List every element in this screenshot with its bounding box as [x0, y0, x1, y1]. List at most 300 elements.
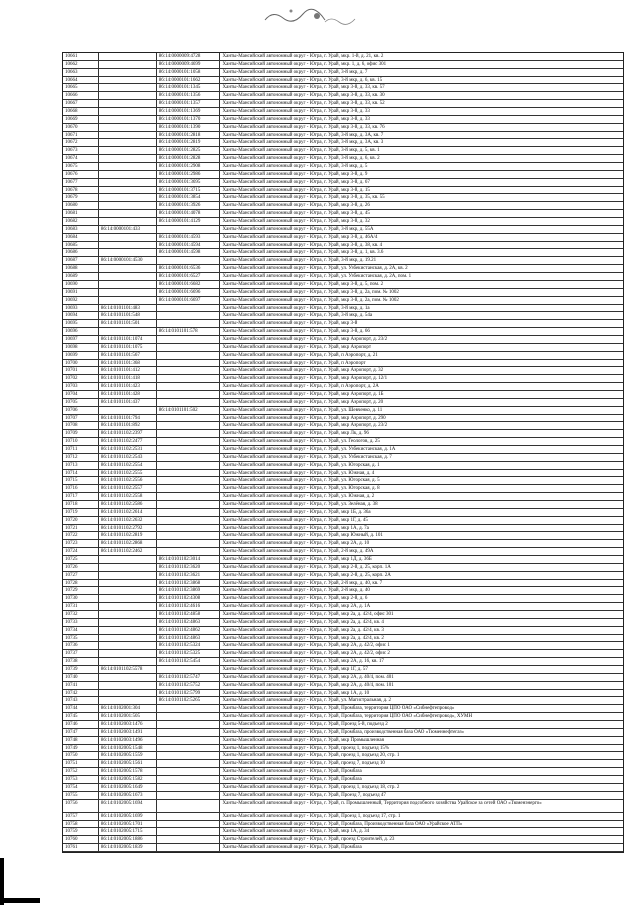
cadastral-number-cell: 86:14:0000101:433	[99, 226, 157, 233]
row-number-cell: 10708	[63, 422, 99, 429]
table-row	[63, 422, 623, 430]
table-row	[63, 836, 623, 844]
address-cell: Ханты-Мансийский автономный округ - Югра, г. Урай, мкр 2А, д. 40/4, пом. 101	[222, 682, 394, 688]
address-cell: Ханты-Мансийский автономный округ - Югра, г. Урай, мкр. 1, д. 6, офис 301	[222, 61, 387, 67]
cadastral-number-cell: 86:14:0101102:2554	[99, 462, 157, 469]
row-number-cell: 10703	[63, 383, 99, 390]
address-cell: Ханты-Мансийский автономный округ - Югра, г. Урай, ул. Югорская, д. 5	[222, 478, 380, 484]
address-cell: Ханты-Мансийский автономный округ - Югра, г. Урай, мкр 1А, д. 7а	[222, 525, 369, 531]
address-cell: Ханты-Мансийский автономный округ - Югра, г. Урай, мкр Аэропорт, д. 12/1	[222, 376, 388, 382]
building-cadastral-number-cell: 86:14:0101102:4858	[157, 611, 221, 618]
cadastral-number-cell	[99, 658, 157, 665]
row-number-cell: 10690	[63, 281, 99, 288]
row-number-cell: 10664	[63, 77, 99, 84]
table-row	[63, 328, 623, 336]
building-cadastral-number-cell: 86:14:0000101:4593	[157, 234, 221, 241]
table-row	[63, 438, 623, 446]
cadastral-number-cell: 86:14:0102001:304	[99, 705, 157, 712]
row-number-cell: 10668	[63, 108, 99, 115]
row-number-cell: 10761	[63, 844, 99, 851]
address-cell: Ханты-Мансийский автономный округ - Югра, г. Урай, мкр Аэропорт, д. 32	[222, 368, 384, 374]
table-row	[63, 210, 623, 218]
cadastral-number-cell	[99, 202, 157, 209]
row-number-cell: 10683	[63, 226, 99, 233]
table-row	[63, 462, 623, 470]
table-row	[63, 367, 623, 375]
table-row	[63, 477, 623, 485]
table-row	[63, 218, 623, 226]
table-row	[63, 242, 623, 250]
building-cadastral-number-cell: 86:14:0000101:2825	[157, 147, 221, 154]
address-cell: Ханты-Мансийский автономный округ - Югра, г. Урай, 3-й мкр, д. 54а	[222, 313, 373, 319]
table-row	[63, 383, 623, 391]
row-number-cell: 10694	[63, 312, 99, 319]
table-row	[63, 776, 623, 784]
cadastral-number-cell	[99, 108, 157, 115]
row-number-cell: 10672	[63, 139, 99, 146]
building-cadastral-number-cell	[157, 375, 221, 382]
address-cell: Ханты-Мансийский автономный округ - Югра, г. Урай, мкр 3-й, д. 2а, пом. № 1002	[222, 297, 399, 303]
row-number-cell: 10677	[63, 179, 99, 186]
address-cell: Ханты-Мансийский автономный округ - Югра, г. Урай, мкр Промышленная	[222, 737, 384, 743]
row-number-cell: 10700	[63, 360, 99, 367]
address-cell: Ханты-Мансийский автономный округ - Югра, г. Урай, 3-й мкр, д. 3А, кв. 7	[222, 132, 384, 138]
table-row	[63, 312, 623, 320]
row-number-cell: 10745	[63, 713, 99, 720]
address-cell: Ханты-Мансийский автономный округ - Югра, г. Урай, мкр 3-й, д. 9	[222, 171, 368, 177]
row-number-cell: 10695	[63, 320, 99, 327]
address-cell: Ханты-Мансийский автономный округ - Югра, г. Урай, мкр 3-й, д. 2а, пом. № 1002	[222, 289, 399, 295]
row-number-cell: 10743	[63, 697, 99, 704]
cadastral-number-cell	[99, 650, 157, 657]
building-cadastral-number-cell	[157, 548, 221, 555]
building-cadastral-number-cell: 86:14:0101101:578	[157, 328, 221, 335]
building-cadastral-number-cell: 86:14:0000101:4129	[157, 218, 221, 225]
cadastral-number-cell: 86:14:0102005:1559	[99, 752, 157, 759]
cadastral-number-cell: 86:14:0102005:1561	[99, 760, 157, 767]
address-cell: Ханты-Мансийский автономный округ - Югра, г. Урай, ул. Магистральная, д. 2	[222, 698, 392, 704]
table-row	[63, 391, 623, 399]
table-row	[63, 171, 623, 179]
building-cadastral-number-cell	[157, 768, 221, 775]
building-cadastral-number-cell: 86:14:0000101:1369	[157, 108, 221, 115]
table-row	[63, 289, 623, 297]
address-cell: Ханты-Мансийский автономный округ - Югра, г. Урай, мкр 1Г, д. 45	[222, 517, 368, 523]
building-cadastral-number-cell: 86:14:0101102:4862	[157, 627, 221, 634]
table-row	[63, 108, 623, 116]
address-cell: Ханты-Мансийский автономный округ - Югра, г. Урай, Проезд 7, подъезд 47	[222, 792, 386, 798]
table-row	[63, 844, 623, 852]
address-cell: Ханты-Мансийский автономный округ - Югра, г. Урай, мкр 2А, д. 40/4, пом. 401	[222, 674, 394, 680]
building-cadastral-number-cell: 86:14:0000101:6696	[157, 289, 221, 296]
row-number-cell: 10732	[63, 611, 99, 618]
cadastral-number-cell	[99, 187, 157, 194]
row-number-cell: 10749	[63, 745, 99, 752]
address-cell: Ханты-Мансийский автономный округ - Югра, г. Урай, мкр 3-й, д. 33, кв. 57	[222, 85, 385, 91]
address-cell: Ханты-Мансийский автономный округ - Югра, г. Урай, мкр Аэропорт	[222, 344, 372, 350]
address-cell: Ханты-Мансийский автономный округ - Югра, г. Урай, мкр Аэропорт, д. 1Б	[222, 391, 384, 397]
cadastral-number-cell	[99, 587, 157, 594]
cadastral-number-cell	[99, 124, 157, 131]
table-row	[63, 194, 623, 202]
address-cell: Ханты-Мансийский автономный округ - Югра, г. Урай, мкр 3-й, д. 67	[222, 179, 370, 185]
row-number-cell: 10675	[63, 163, 99, 170]
address-cell: Ханты-Мансийский автономный округ - Югра, г. Урай, мкр Лк, д. 96	[222, 431, 369, 437]
table-row	[63, 792, 623, 800]
table-row	[63, 61, 623, 69]
address-cell: Ханты-Мансийский автономный округ - Югра, г. Урай, Промбаза, производственная база ОАО «Тюменнефтегаз»	[222, 729, 465, 735]
table-row	[63, 821, 623, 829]
cadastral-number-cell: 86:14:0101101:418	[99, 375, 157, 382]
building-cadastral-number-cell: 86:14:0101102:5325	[157, 650, 221, 657]
address-cell: Ханты-Мансийский автономный округ - Югра, г. Урай, ул. Югорская, д. 8	[222, 486, 380, 492]
table-row	[63, 525, 623, 533]
building-cadastral-number-cell	[157, 828, 221, 835]
address-cell: Ханты-Мансийский автономный округ - Югра, г. Урай, мкр 2-й, д. 25, корп. 2А	[222, 572, 391, 578]
cadastral-number-cell	[99, 249, 157, 256]
cadastral-number-cell	[99, 116, 157, 123]
table-row	[63, 690, 623, 698]
building-cadastral-number-cell: 86:14:0000101:1370	[157, 116, 221, 123]
row-number-cell: 10666	[63, 92, 99, 99]
row-number-cell: 10715	[63, 477, 99, 484]
table-row	[63, 674, 623, 682]
cadastral-number-cell	[99, 682, 157, 689]
address-cell: Ханты-Мансийский автономный округ - Югра, г. Урай, мкр 3-й, д. 1, кв. 3.6	[222, 250, 384, 256]
cadastral-number-cell	[99, 690, 157, 697]
row-number-cell: 10674	[63, 155, 99, 162]
row-number-cell: 10726	[63, 564, 99, 571]
table-row	[63, 336, 623, 344]
building-cadastral-number-cell	[157, 438, 221, 445]
address-cell: Ханты-Мансийский автономный округ - Югра, г. Урай, мкр 3-й, д. 66	[222, 329, 370, 335]
table-row	[63, 265, 623, 273]
cadastral-number-cell: 86:14:0101101:1074	[99, 336, 157, 343]
row-number-cell: 10681	[63, 210, 99, 217]
cadastral-number-cell	[99, 234, 157, 241]
cadastral-number-cell: 86:14:0101101:548	[99, 312, 157, 319]
address-cell: Ханты-Мансийский автономный округ - Югра, г. Урай, Промбаза, территория ЦПО ОАО «Сибнефтепровод», ХУМН	[222, 714, 473, 720]
address-cell: Ханты-Мансийский автономный округ - Югра, г. Урай, ул. Южная, д. 4	[222, 470, 375, 476]
row-number-cell: 10671	[63, 132, 99, 139]
building-cadastral-number-cell: 86:14:0000009:4728	[157, 53, 221, 60]
address-cell: Ханты-Мансийский автономный округ - Югра, г. Урай, мкр 3-й	[222, 321, 358, 327]
address-cell: Ханты-Мансийский автономный округ - Югра, г. Урай, мкр Аэропорт, д. 23/2	[222, 336, 388, 342]
row-number-cell: 10742	[63, 690, 99, 697]
cadastral-number-cell	[99, 242, 157, 249]
cadastral-number-cell	[99, 697, 157, 704]
cadastral-number-cell: 86:14:0101101:567	[99, 352, 157, 359]
address-cell: Ханты-Мансийский автономный округ - Югра, г. Урай, мкр 3-й, д. 33	[222, 109, 370, 115]
cadastral-number-cell	[99, 281, 157, 288]
address-cell: Ханты-Мансийский автономный округ - Югра, г. Урай, 3-й мкр, д. 6, кв. 2	[222, 156, 380, 162]
row-number-cell: 10727	[63, 572, 99, 579]
building-cadastral-number-cell: 86:14:0000101:4078	[157, 210, 221, 217]
building-cadastral-number-cell	[157, 367, 221, 374]
address-cell: Ханты-Мансийский автономный округ - Югра, г. Урай, мкр 1Д, д. 36Б	[222, 557, 372, 562]
row-number-cell: 10728	[63, 580, 99, 587]
address-cell: Ханты-Мансийский автономный округ - Югра, г. Урай, мкр 3-й, д. 33	[222, 116, 370, 122]
cadastral-number-cell	[99, 635, 157, 642]
row-number-cell: 10669	[63, 116, 99, 123]
row-number-cell: 10706	[63, 407, 99, 414]
cadastral-number-cell: 86:14:0102005:1839	[99, 844, 157, 851]
building-cadastral-number-cell	[157, 792, 221, 799]
table-row	[63, 603, 623, 611]
table-row	[63, 257, 623, 265]
row-number-cell: 10718	[63, 501, 99, 508]
building-cadastral-number-cell	[157, 312, 221, 319]
cadastral-number-cell: 86:14:0102003:1496	[99, 737, 157, 744]
row-number-cell: 10755	[63, 792, 99, 799]
row-number-cell: 10688	[63, 265, 99, 272]
row-number-cell: 10738	[63, 658, 99, 665]
building-cadastral-number-cell	[157, 344, 221, 351]
row-number-cell: 10673	[63, 147, 99, 154]
table-row	[63, 249, 623, 257]
row-number-cell: 10757	[63, 813, 99, 820]
building-cadastral-number-cell: 86:14:0000101:6682	[157, 281, 221, 288]
address-cell: Ханты-Мансийский автономный округ - Югра, г. Урай, мкр 2А, д. 10	[222, 541, 370, 547]
row-number-cell: 10737	[63, 650, 99, 657]
building-cadastral-number-cell: 86:14:0101102:5799	[157, 690, 221, 697]
row-number-cell: 10756	[63, 800, 99, 812]
cadastral-number-cell: 86:14:0101101:794	[99, 415, 157, 422]
building-cadastral-number-cell: 86:14:0000101:4598	[157, 249, 221, 256]
address-cell: Ханты-Мансийский автономный округ - Югра, г. Урай, мкр 1А, д. 10	[222, 690, 370, 696]
cadastral-number-cell: 86:14:0101101:483	[99, 305, 157, 312]
row-number-cell: 10662	[63, 61, 99, 68]
cadastral-number-cell	[99, 147, 157, 154]
cadastral-number-cell: 86:14:0101102:2632	[99, 517, 157, 524]
register-table	[62, 52, 624, 853]
building-cadastral-number-cell	[157, 721, 221, 728]
address-cell: Ханты-Мансийский автономный округ - Югра, г. Урай, проезд 1, подъезд 18, стр. 2	[222, 784, 400, 790]
table-row	[63, 92, 623, 100]
cadastral-number-cell	[99, 69, 157, 76]
table-row	[63, 635, 623, 643]
table-row	[63, 619, 623, 627]
cadastral-number-cell	[99, 595, 157, 602]
address-cell: Ханты-Мансийский автономный округ - Югра, г. Урай, мкр 1А, д. 34	[222, 829, 370, 835]
table-row	[63, 493, 623, 501]
row-number-cell: 10753	[63, 776, 99, 783]
building-cadastral-number-cell	[157, 305, 221, 312]
table-row	[63, 729, 623, 737]
address-cell: Ханты-Мансийский автономный округ - Югра, г. Урай, мкр 3-й, д. 35, кв. 55	[222, 195, 385, 201]
building-cadastral-number-cell: 86:14:0000101:3695	[157, 179, 221, 186]
table-row	[63, 344, 623, 352]
table-row	[63, 760, 623, 768]
address-cell: Ханты-Мансийский автономный округ - Югра, г. Урай, мкр 3-й, д. 33, кв. 52	[222, 101, 385, 107]
seal-stamp-mark	[255, 2, 375, 32]
building-cadastral-number-cell	[157, 821, 221, 828]
address-cell: Ханты-Мансийский автономный округ - Югра, г. Урай, п. Промышленный, Территория подсобного хозяйства Урайское за сетей ОАО «Тюменэнерго»	[222, 800, 542, 806]
cadastral-number-cell	[99, 289, 157, 296]
row-number-cell: 10670	[63, 124, 99, 131]
cadastral-number-cell	[99, 77, 157, 84]
building-cadastral-number-cell: 86:14:0101102:4863	[157, 619, 221, 626]
building-cadastral-number-cell: 86:14:0000101:1058	[157, 69, 221, 76]
table-row	[63, 375, 623, 383]
address-cell: Ханты-Мансийский автономный округ - Югра, г. Урай, ул. Югорская, д. 1	[222, 462, 380, 468]
cadastral-number-cell	[99, 642, 157, 649]
cadastral-number-cell: 86:14:0102005:1649	[99, 784, 157, 791]
cadastral-number-cell	[99, 210, 157, 217]
row-number-cell: 10740	[63, 674, 99, 681]
row-number-cell: 10705	[63, 399, 99, 406]
building-cadastral-number-cell	[157, 383, 221, 390]
cadastral-number-cell	[99, 603, 157, 610]
cadastral-number-cell: 86:14:0101102:2555	[99, 470, 157, 477]
cadastral-number-cell: 86:14:0102005:1886	[99, 836, 157, 843]
row-number-cell: 10665	[63, 84, 99, 91]
table-row	[63, 564, 623, 572]
address-cell: Ханты-Мансийский автономный округ - Югра, г. Урай, мкр 3-й, д. 38, кв. 4	[222, 242, 383, 248]
row-number-cell: 10712	[63, 454, 99, 461]
table-row	[63, 697, 623, 705]
address-cell: Ханты-Мансийский автономный округ - Югра, г. Урай, мкр Аэропорт, д. 23/2	[222, 423, 388, 429]
cadastral-number-cell	[99, 627, 157, 634]
table-row	[63, 69, 623, 77]
address-cell: Ханты-Мансийский автономный округ - Югра, г. Урай, мкр 2а, д. 42/4, офис 301	[222, 612, 394, 618]
row-number-cell: 10729	[63, 587, 99, 594]
row-number-cell: 10682	[63, 218, 99, 225]
address-cell: Ханты-Мансийский автономный округ - Югра, г. Урай, 3-й мкр, д. 19.21	[222, 258, 377, 264]
cadastral-number-cell: 86:14:0102003:1476	[99, 721, 157, 728]
building-cadastral-number-cell: 86:14:0101102:3014	[157, 556, 221, 563]
building-cadastral-number-cell: 86:14:0101102:5752	[157, 682, 221, 689]
address-cell: Ханты-Мансийский автономный округ - Югра, г. Урай, мкр 3-й, д. 5, пом. 2	[222, 281, 384, 287]
table-row	[63, 580, 623, 588]
building-cadastral-number-cell	[157, 485, 221, 492]
building-cadastral-number-cell	[157, 462, 221, 469]
cadastral-number-cell: 86:14:0101101:1075	[99, 344, 157, 351]
address-cell: Ханты-Мансийский автономный округ - Югра, г. Урай, мкр 3-й, д. 32	[222, 219, 370, 225]
address-cell: Ханты-Мансийский автономный округ - Югра, г. Урай, мкр 2а, д. 42/4, кв. 4	[222, 619, 384, 625]
address-cell: Ханты-Мансийский автономный округ - Югра, г. Урай, ул. Шевченко, д. 11	[222, 407, 383, 413]
cadastral-number-cell: 86:14:0102001:505	[99, 713, 157, 720]
row-number-cell: 10686	[63, 249, 99, 256]
cadastral-number-cell: 86:14:0102005:1578	[99, 768, 157, 775]
table-row	[63, 682, 623, 690]
table-row	[63, 320, 623, 328]
table-row	[63, 470, 623, 478]
building-cadastral-number-cell: 86:14:0000101:3715	[157, 187, 221, 194]
table-row	[63, 147, 623, 155]
row-number-cell: 10739	[63, 666, 99, 673]
table-row	[63, 540, 623, 548]
address-cell: Ханты-Мансийский автономный округ - Югра, г. Урай, 2-й мкр, д. 40, кв. 7	[222, 580, 383, 586]
cadastral-number-cell: 86:14:0102005:1715	[99, 828, 157, 835]
building-cadastral-number-cell	[157, 540, 221, 547]
address-cell: Ханты-Мансийский автономный округ - Югра, г. Урай, 3-й мкр, д. 5, кв. 1	[222, 148, 380, 154]
table-row	[63, 273, 623, 281]
cadastral-number-cell: 86:14:0102005:1694	[99, 800, 157, 812]
cadastral-number-cell	[99, 53, 157, 60]
row-number-cell: 10693	[63, 305, 99, 312]
address-cell: Ханты-Мансийский автономный округ - Югра, г. Урай, п Аэропорт, д. 2А	[222, 384, 379, 390]
address-cell: Ханты-Мансийский автономный округ - Югра, г. Урай, ул. Узбекистанская, д. 2А, пом. 1	[222, 274, 412, 280]
building-cadastral-number-cell	[157, 320, 221, 327]
address-cell: Ханты-Мансийский автономный округ - Югра, г. Урай, мкр Южный, д. 101	[222, 533, 383, 539]
cadastral-number-cell: 86:14:0101102:2868	[99, 540, 157, 547]
row-number-cell: 10716	[63, 485, 99, 492]
building-cadastral-number-cell	[157, 415, 221, 422]
address-cell: Ханты-Мансийский автономный округ - Югра, г. Урай, ул. Узбекистанская, д. 1А	[222, 446, 396, 452]
address-cell: Ханты-Мансийский автономный округ - Югра, г. Урай, мкр 2а, д. 42/4, кв. 2	[222, 635, 384, 641]
cadastral-number-cell	[99, 218, 157, 225]
cadastral-number-cell: 86:14:0101101:437	[99, 399, 157, 406]
building-cadastral-number-cell	[157, 430, 221, 437]
building-cadastral-number-cell: 86:14:0000101:1357	[157, 100, 221, 107]
building-cadastral-number-cell: 86:14:0000101:3926	[157, 202, 221, 209]
address-cell: Ханты-Мансийский автономный округ - Югра, г. Урай, Проезд 5-й, подъезд 2	[222, 722, 388, 728]
building-cadastral-number-cell	[157, 525, 221, 532]
building-cadastral-number-cell	[157, 713, 221, 720]
building-cadastral-number-cell: 86:14:0000009:4699	[157, 61, 221, 68]
building-cadastral-number-cell	[157, 336, 221, 343]
cadastral-number-cell: 86:14:0101102:5578	[99, 666, 157, 673]
row-number-cell: 10663	[63, 69, 99, 76]
row-number-cell: 10719	[63, 509, 99, 516]
address-cell: Ханты-Мансийский автономный округ - Югра, г. Урай, мкр 3-й, д. 46А/4	[222, 234, 378, 240]
table-row	[63, 737, 623, 745]
row-number-cell: 10687	[63, 257, 99, 264]
building-cadastral-number-cell: 86:14:0000101:6536	[157, 265, 221, 272]
table-row	[63, 297, 623, 305]
cadastral-number-cell	[99, 194, 157, 201]
cadastral-number-cell: 86:14:0101102:2792	[99, 525, 157, 532]
row-number-cell: 10724	[63, 548, 99, 555]
cadastral-number-cell	[99, 179, 157, 186]
building-cadastral-number-cell: 86:14:0000101:4594	[157, 242, 221, 249]
table-row	[63, 281, 623, 289]
building-cadastral-number-cell	[157, 257, 221, 264]
address-cell: Ханты-Мансийский автономный округ - Югра, г. Урай, Промбаза, Производственная база ОАО «Урайское АТП»	[222, 821, 463, 827]
cadastral-number-cell: 86:14:0102005:1582	[99, 776, 157, 783]
cadastral-number-cell	[99, 572, 157, 579]
table-row	[63, 611, 623, 619]
address-cell: Ханты-Мансийский автономный округ - Югра, г. Урай, 3-й мкр, д. 5	[222, 164, 368, 170]
building-cadastral-number-cell	[157, 226, 221, 233]
table-row	[63, 752, 623, 760]
address-cell: Ханты-Мансийский автономный округ - Югра, г. Урай, Промбаза, территория ЦПО ОАО «Сибнефтепровод»	[222, 706, 455, 712]
table-row	[63, 132, 623, 140]
cadastral-number-cell	[99, 674, 157, 681]
cadastral-number-cell	[99, 407, 157, 414]
building-cadastral-number-cell	[157, 360, 221, 367]
table-row	[63, 532, 623, 540]
table-row	[63, 446, 623, 454]
address-cell: Ханты-Мансийский автономный округ - Югра, г. Урай, п Аэропорт, д. 21	[222, 352, 378, 358]
building-cadastral-number-cell: 86:14:0101102:3621	[157, 572, 221, 579]
address-cell: Ханты-Мансийский автономный округ - Югра, г. Урай, Проезд 1, подъезд 17, стр. 1	[222, 813, 401, 819]
building-cadastral-number-cell	[157, 391, 221, 398]
row-number-cell: 10679	[63, 194, 99, 201]
building-cadastral-number-cell	[157, 454, 221, 461]
table-row	[63, 745, 623, 753]
table-row	[63, 501, 623, 509]
row-number-cell: 10714	[63, 470, 99, 477]
building-cadastral-number-cell	[157, 760, 221, 767]
cadastral-number-cell	[99, 171, 157, 178]
table-row	[63, 116, 623, 124]
address-cell: Ханты-Мансийский автономный округ - Югра, г. Урай, мкр 2А, д. 42/2, офис 1	[222, 643, 390, 649]
address-cell: Ханты-Мансийский автономный округ - Югра, г. Урай, 2-й мкр, д. 40	[222, 588, 370, 594]
cadastral-number-cell: 86:14:0101102:2819	[99, 532, 157, 539]
row-number-cell: 10736	[63, 642, 99, 649]
